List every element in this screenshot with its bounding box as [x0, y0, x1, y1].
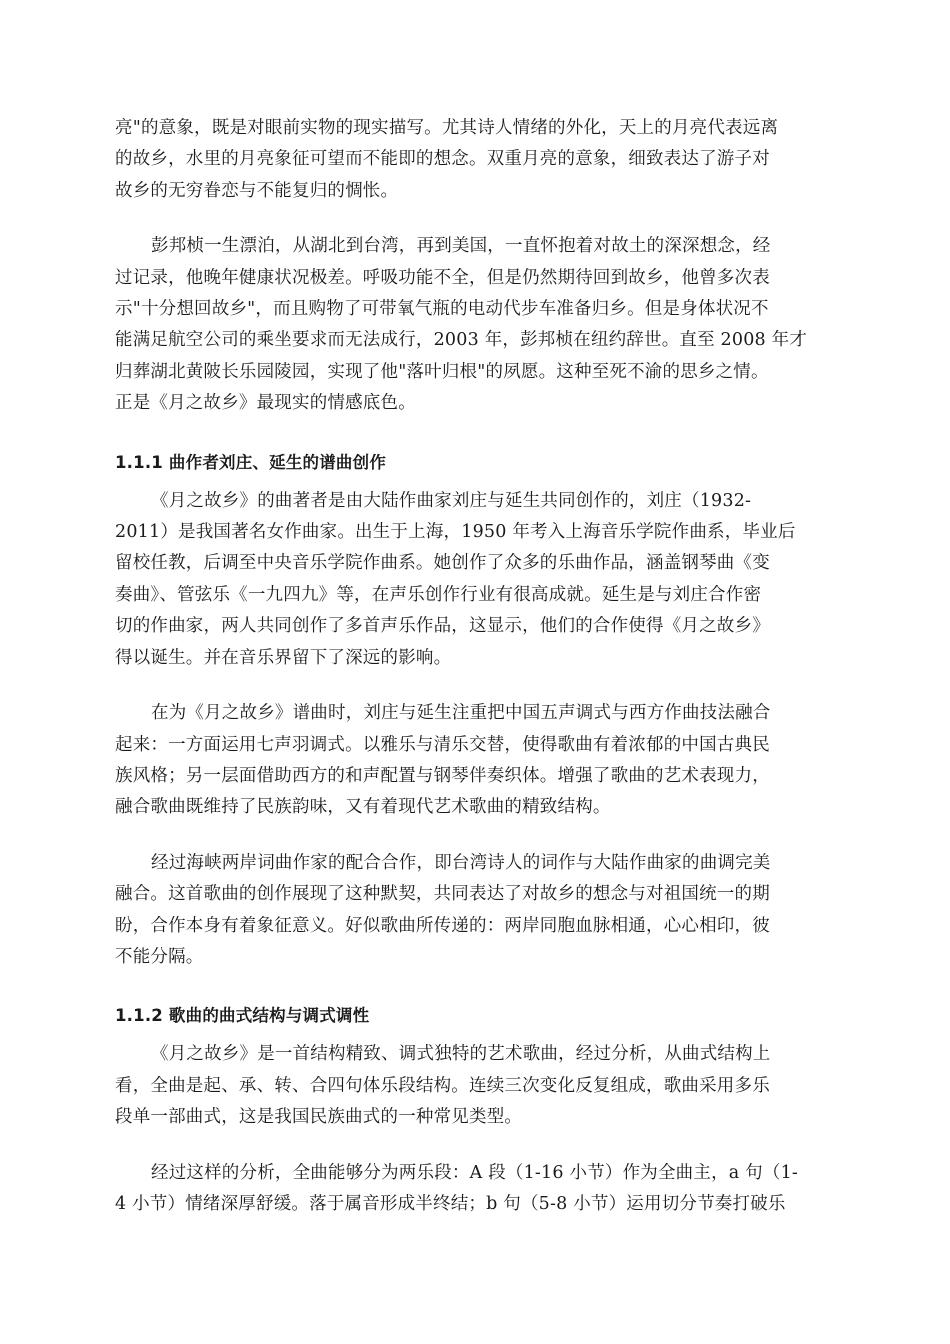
text-line: 亮"的意象，既是对眼前实物的现实描写。尤其诗人情绪的外化，天上的月亮代表远离: [115, 118, 779, 138]
section-heading-composers: 1.1.1 曲作者刘庄、延生的谱曲创作: [115, 452, 387, 472]
paragraph-section-analysis: [115, 1158, 833, 1221]
text-line: 归葬湖北黄陂长乐园陵园，实现了他"落叶归根"的夙愿。这种至死不渝的思乡之情。: [115, 361, 769, 382]
text-line: 盼，合作本身有着象征意义。好似歌曲所传递的：两岸同胞血脉相通，心心相印，彼: [115, 915, 770, 936]
text-line: 正是《月之故乡》最现实的情感底色。: [115, 393, 416, 414]
paragraph-moon-imagery: [115, 113, 833, 207]
text-line: 4 小节）情绪深厚舒缓。落于属音形成半终结；b 句（5-8 小节）运用切分节奏打破乐: [115, 1193, 786, 1214]
text-line: 奏曲》、管弦乐《一九四九》等，在声乐创作行业有很高成就。延生是与刘庄合作密: [115, 584, 762, 605]
document-page: [115, 113, 833, 1244]
paragraph-form-overview: [115, 1039, 833, 1133]
section-heading-form-structure: 1.1.2 歌曲的曲式结构与调式调性: [115, 1006, 370, 1026]
text-line: 故乡的无穷眷恋与不能复归的惆怅。: [115, 180, 399, 201]
text-line: 彭邦桢一生漂泊，从湖北到台湾，再到美国，一直怀抱着对故土的深深想念，经: [151, 236, 771, 257]
text-line: 不能分隔。: [115, 946, 204, 967]
text-line: 过记录，他晚年健康状况极差。呼吸功能不全，但是仍然期待回到故乡，他曾多次表: [115, 267, 770, 288]
text-line: 在为《月之故乡》谱曲时，刘庄与延生注重把中国五声调式与西方作曲技法融合: [151, 703, 771, 724]
text-line: 段单一部曲式，这是我国民族曲式的一种常见类型。: [115, 1107, 523, 1128]
text-line: 经过海峡两岸词曲作家的配合合作，即台湾诗人的词作与大陆作曲家的曲调完美: [151, 852, 771, 873]
text-line: 示"十分想回故乡"，而且购物了可带氧气瓶的电动代步车准备归乡。但是身体状况不: [115, 299, 769, 320]
paragraph-composers-intro: [115, 486, 833, 674]
text-line: 看，全曲是起、承、转、合四句体乐段结构。连续三次变化反复组成，歌曲采用多乐: [115, 1075, 770, 1096]
text-line: 起来：一方面运用七声羽调式。以雅乐与清乐交替，使得歌曲有着浓郁的中国古典民: [115, 734, 770, 755]
text-line: 2011）是我国著名女作曲家。出生于上海，1950 年考入上海音乐学院作曲系，毕业后: [115, 522, 796, 543]
text-line: 《月之故乡》是一首结构精致、调式独特的艺术歌曲，经过分析，从曲式结构上: [151, 1044, 771, 1065]
text-line: 族风格；另一层面借助西方的和声配置与钢琴伴奏织体。增强了歌曲的艺术表现力，: [115, 765, 770, 786]
text-line: 留校任教，后调至中央音乐学院作曲系。她创作了众多的乐曲作品，涵盖钢琴曲《变: [115, 553, 770, 574]
paragraph-peng-bangzhen: [115, 231, 833, 419]
paragraph-cross-strait-collaboration: [115, 848, 833, 974]
text-line: 切的作曲家，两人共同创作了多首声乐作品，这显示，他们的合作使得《月之故乡》: [115, 616, 770, 637]
text-line: 融合歌曲既维持了民族韵味，又有着现代艺术歌曲的精致结构。: [115, 797, 611, 818]
text-line: 得以诞生。并在音乐界留下了深远的影响。: [115, 647, 452, 668]
paragraph-composition-technique: [115, 698, 833, 824]
text-line: 能满足航空公司的乘坐要求而无法成行，2003 年，彭邦桢在纽约辞世。直至 2008 年才: [115, 330, 808, 351]
text-line: 的故乡，水里的月亮象征可望而不能即的想念。双重月亮的意象，细致表达了游子对: [115, 149, 770, 170]
text-line: 经过这样的分析，全曲能够分为两乐段：A 段（1-16 小节）作为全曲主，a 句（1-: [151, 1162, 799, 1183]
text-line: 《月之故乡》的曲著者是由大陆作曲家刘庄与延生共同创作的，刘庄（1932-: [151, 490, 752, 511]
text-line: 融合。这首歌曲的创作展现了这种默契，共同表达了对故乡的想念与对祖国统一的期: [115, 884, 770, 905]
